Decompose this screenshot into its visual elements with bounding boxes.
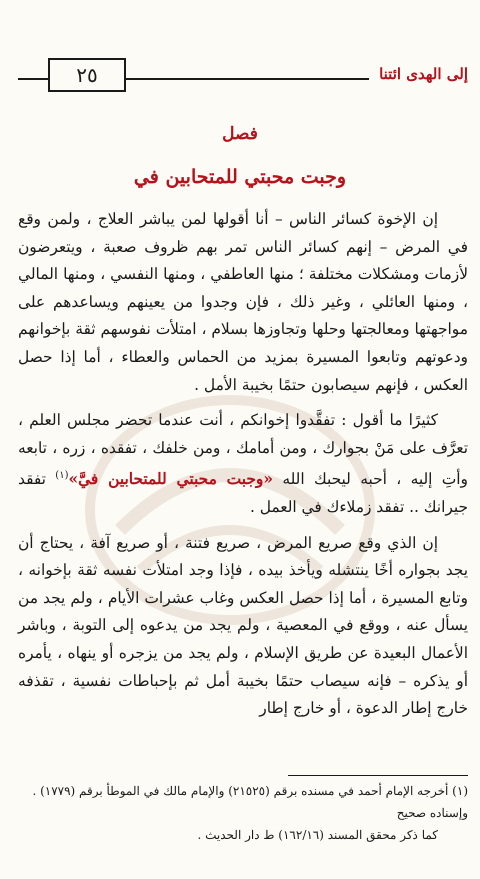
paragraph-text: كثيرًا ما أقول : تفقَّدوا إخوانكم ، أنت عندما تحضر مجلس العلم ، تعرَّف على مَنْ بجوارك ، ومن أمامك ، ومن خلفك ، تفقده ، زره ، تابعه وأتِ إليه ، أحبه ليحبك الله [18,411,468,489]
footnote-divider [288,775,468,776]
footnote-reference[interactable]: (١) [55,470,69,482]
section-title: وجبت محبتي للمتحابين في [133,166,347,188]
body-text [18,206,468,731]
hadith-quote: «وجبت محبتي للمتحابين فيَّ» [68,470,273,489]
footnotes [18,780,468,846]
paragraph [18,407,468,522]
page-header [18,58,468,90]
paragraph-text: تفقد جيرانك .. تفقد زملاءك في العمل . [18,470,468,517]
paragraph: إن الإخوة كسائر الناس – أنا أقولها لمن يباشر العلاج ، ولمن وقع في المرض – إنهم كسائر الناس تمر بهم ظروف صعبة ، ويتعرضون لأزمات ومشكلات مختلفة ؛ منها العاطفي ، ومنها النفسي ، ومنها المالي ، ومنها العائلي ، وغير ذلك ، فإن وجدوا من يعينهم ويساعدهم على مواجهتها ومعالجتها وحلها وتجاوزها بسلام ، امتلأت نفوسهم ثقة بإخوانهم ودعوتهم وتابعوا المسيرة بمزيد من الحماس والعطاء ، أما إذا حصل العكس ، فإنهم سيصابون حتمًا بخيبة الأمل . [18,210,468,394]
section-label: فصل [222,124,258,144]
paragraph: إن الذي وقع صريع المرض ، صريع فتنة ، أو صريع آفة ، يحتاج أن يجد بجواره أخًا ينتشله ويأخذ بيده ، فإذا وجد امتلأت نفسه ثقة بإخوانه ، وتابع المسيرة ، أما إذا حصل العكس وغاب عشرات الأيام ، ولم يجد من يسأل عنه ، ووقع في المعصية ، ولم يجد من يدعوه إلى التوبة ، وباشر الأعمال البعيدة عن طريق الإسلام ، ولم يجد من يزجره أو ينهاه ، يأمره أو يذكره – فإنه سيصاب حتمًا بخيبة أمل ثم بإحباطات نفسية ، تقذفه خارج إطار الدعوة ، أو خارج إطار [18,533,468,718]
running-title: إلى الهدى ائتنا [369,58,468,90]
footnote-line: (١) أخرجه الإمام أحمد في مسنده برقم (٢١٥٢٥) والإمام مالك في الموطأ برقم (١٧٧٩) . وإسناده صحيح [32,784,468,820]
page-number: ٢٥ [48,58,126,92]
footnote-line: كما ذكر محقق المسند (١٦٢/١٦) ط دار الحديث . [197,828,438,842]
